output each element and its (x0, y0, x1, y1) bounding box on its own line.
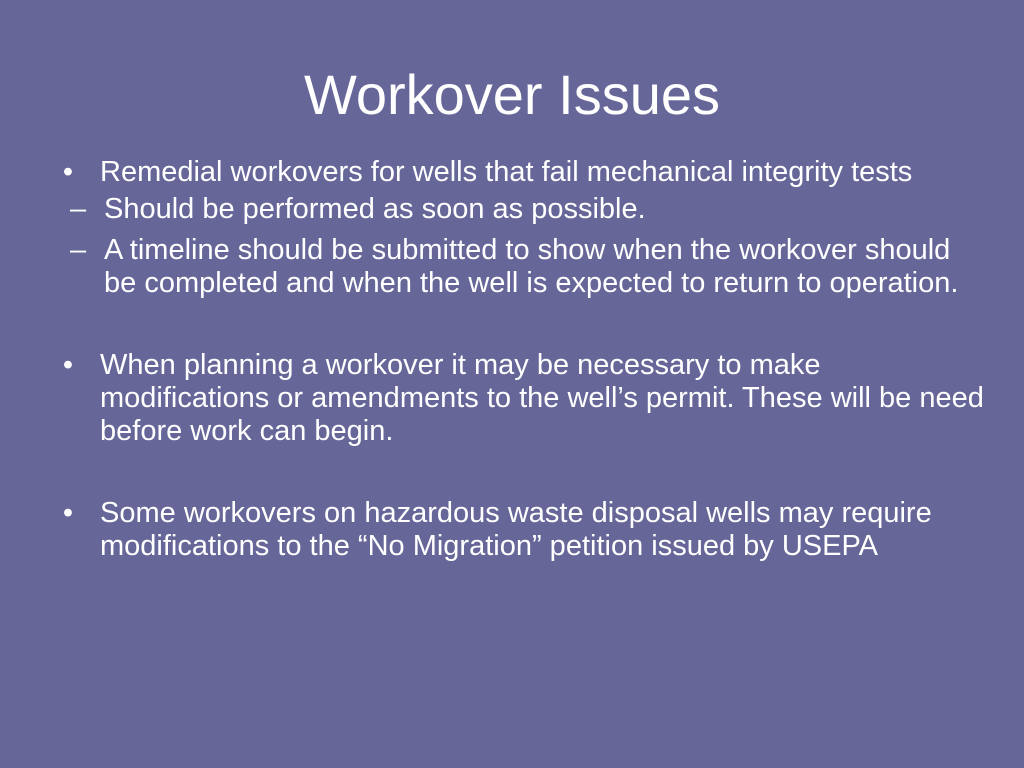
bullet-text: Remedial workovers for wells that fail mechanical integrity tests (100, 156, 913, 188)
bullet-text: When planning a workover it may be necessary to make modifications or amendments to the well’s permit. These will be need before work can begin. (100, 349, 984, 447)
slide-title: Workover Issues (304, 63, 720, 126)
sub-bullet-marker: – (70, 234, 87, 266)
sub-bullet-text: A timeline should be submitted to show when the workover should be completed and when the well is expected to return to operation. (104, 234, 959, 299)
sub-bullet-item (58, 193, 988, 226)
bullet-marker: • (62, 156, 74, 188)
bullet-marker: • (62, 349, 74, 381)
sub-bullet-text: Should be performed as soon as possible. (104, 193, 646, 225)
bullet-item (58, 156, 988, 189)
sub-bullet-item (58, 234, 988, 300)
bullet-item (58, 497, 988, 563)
bullet-item (58, 349, 988, 448)
bullet-text: Some workovers on hazardous waste disposal wells may require modifications to the “No Migration” petition issued by USEPA (100, 497, 932, 562)
bullet-marker: • (62, 497, 74, 529)
sub-bullet-list (58, 193, 988, 300)
sub-bullet-marker: – (70, 193, 87, 225)
slide-body (58, 156, 988, 563)
